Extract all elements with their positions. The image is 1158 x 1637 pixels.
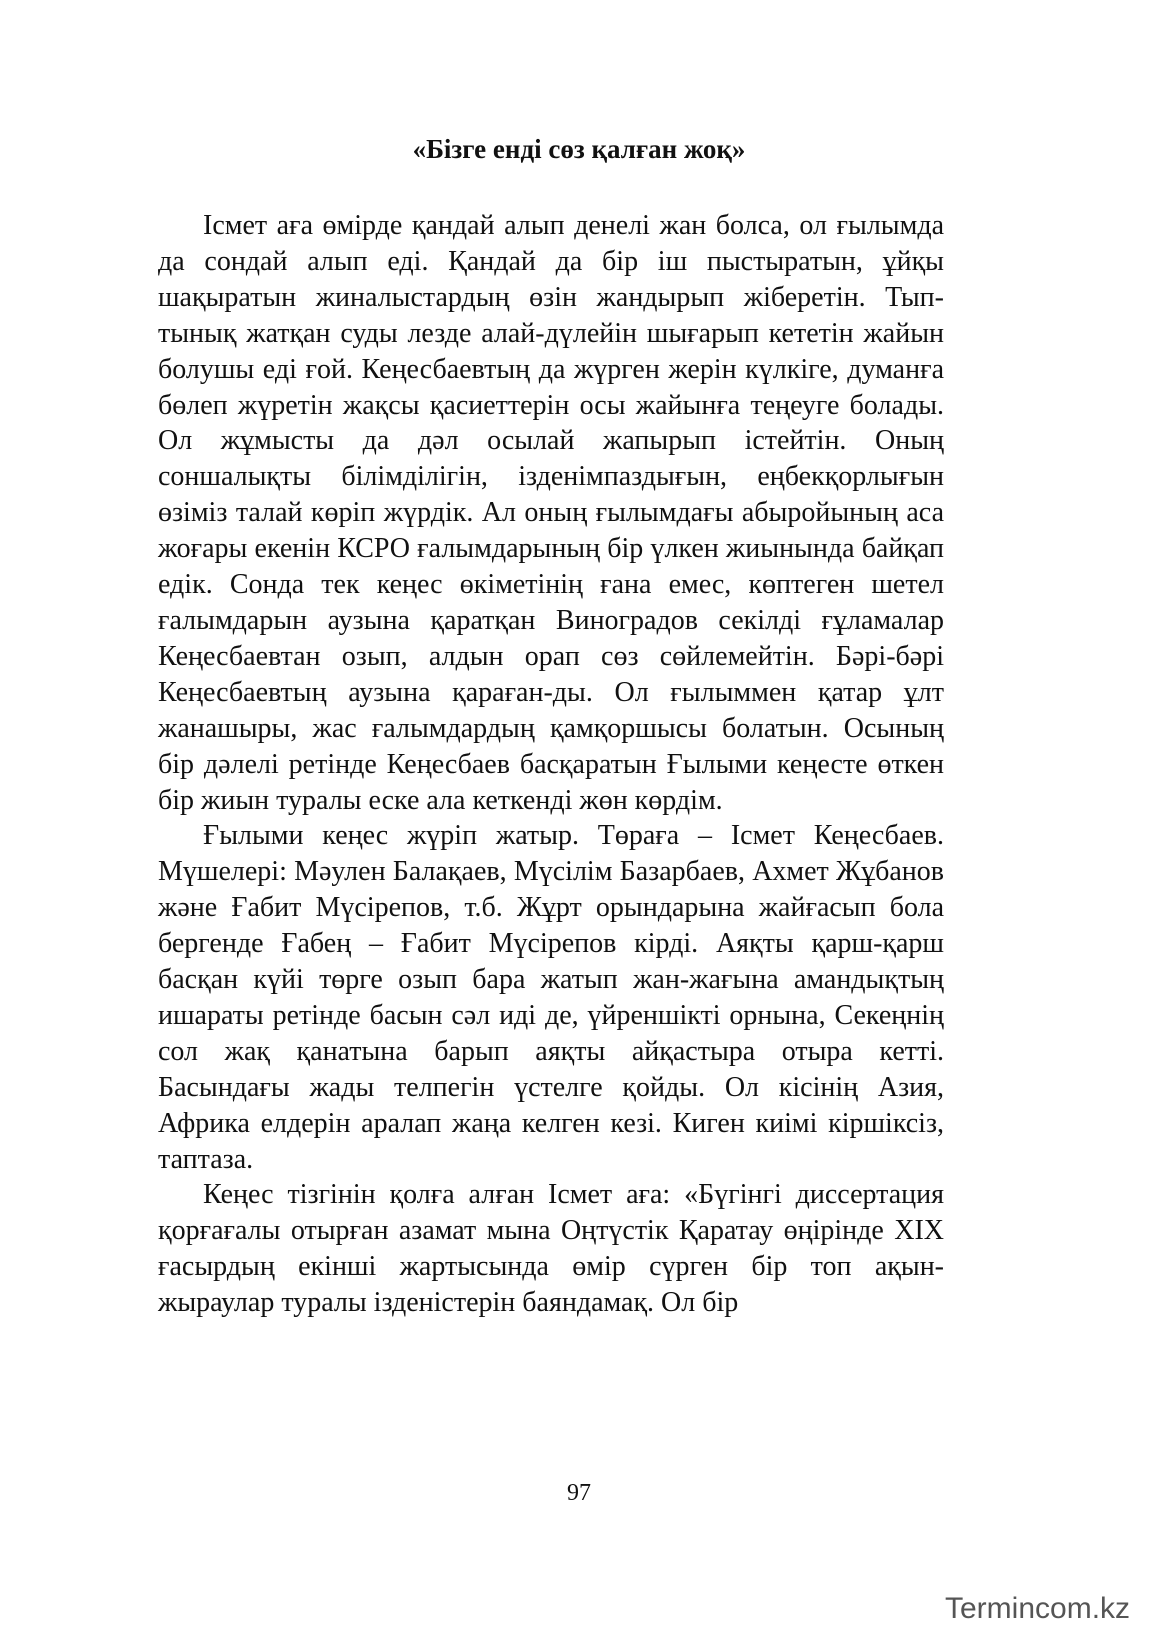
paragraph-1: Ісмет аға өмірде қандай алып денелі жан болса, ол ғылымда да сондай алып еді. Қандай да бір іш пыстыратын, ұйқы шақыратын жиналыстардың өзін жандырып жіберетін. Тып-тынық жатқан суды лезде алай-дүлейін шығарып кететін жайын болушы еді ғой. Кеңесбаевтың да жүрген жерін күлкіге, думанға бөлеп жүретін жақсы қасиеттерін осы жайынға теңеуге болады. Ол жұмысты да дәл осылай жапырып істейтін. Оның соншалықты білімділігін, ізденімпаздығын, еңбекқорлығын өзіміз талай көріп жүрдік. Ал оның ғылымдағы абыройының аса жоғары екенін КСРО ғалымдарының бір үлкен жиынында байқап едік. Сонда тек кеңес өкіметінің ғана емес, көптеген шетел ғалымдарын аузына қаратқан Виноградов секілді ғұламалар Кеңесбаевтан озып, алдын орап сөз сөйлемейтін. Бәрі-бәрі Кеңесбаевтың аузына қараған-ды. Ол ғылыммен қатар ұлт жанашыры, жас ғалымдардың қамқоршысы болатын. Осының бір дәлелі ретінде Кеңесбаев басқаратын Ғылыми кеңесте өткен бір жиын туралы еске ала кеткенді жөн көрдім.	[158, 210, 944, 816]
page-title: «Бізге енді сөз қалған жоқ»	[412, 134, 746, 164]
paragraph-2: Ғылыми кеңес жүріп жатыр. Төраға – Ісмет Кеңесбаев. Мүшелері: Мәулен Балақаев, Мүсілім Базарбаев, Ахмет Жұбанов және Ғабит Мүсірепов, т.б. Жұрт орындарына жайғасып бола бергенде Ғабең – Ғабит Мүсірепов кірді. Аяқты қарш-қарш басқан күйі төрге озып бара жатып жан-жағына амандықтың ишараты ретінде басын сәл иді де, үйреншікті орнына, Секеңнің сол жақ қанатына барып аяқты айқастыра отыра кетті. Басындағы жады телпегін үстелге қойды. Ол кісінің Азия, Африка елдерін аралап жаңа келген кезі. Киген киімі кіршіксіз, таптаза.	[158, 820, 944, 1175]
page-number: 97	[567, 1480, 591, 1506]
paragraph-3: Кеңес тізгінін қолға алған Ісмет аға: «Бүгінгі диссертация қорғағалы отырған азамат мына Оңтүстік Қаратау өңірінде XIX ғасырдың екінші жартысында өмір сүрген бір топ ақын-жыраулар туралы ізденістерін баяндамақ. Ол бір	[158, 1179, 944, 1319]
body-text	[158, 208, 944, 1321]
watermark-logo: Termincom.kz	[945, 1592, 1131, 1625]
